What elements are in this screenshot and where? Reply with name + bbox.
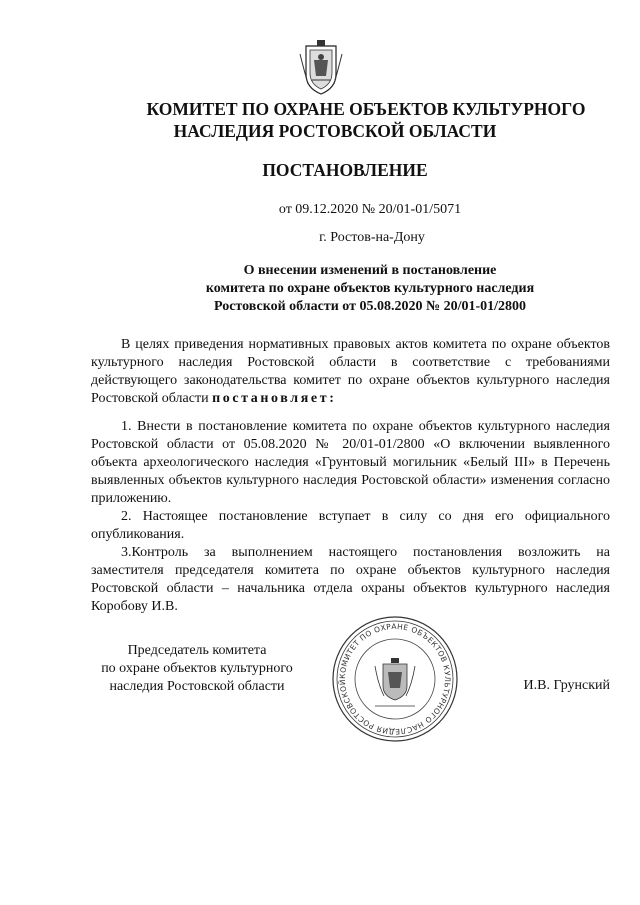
org-line-1: КОМИТЕТ ПО ОХРАНЕ ОБЪЕКТОВ КУЛЬТУРНОГО <box>146 99 586 119</box>
doc-date-number: от 09.12.2020 № 20/01-01/5071 <box>278 202 462 217</box>
item-3: 3.Контроль за выполнением настоящего постановления возложить на заместителя председателя комитета по охране объектов культурного наследия Ростовской области – начальника отдела охраны объектов культурного наследия Коробову И.В. <box>91 545 610 614</box>
doc-city: г. Ростов-на-Дону <box>319 230 425 245</box>
official-seal-icon <box>330 614 460 744</box>
item-1: 1. Внести в постановление комитета по охране объектов культурного наследия Ростовской области от 05.08.2020 № 20/01-01/2800 «О включении выявленного объекта археологического наследия «Грунтовый могильник «Белый III» в Перечень выявленных объектов культурного наследия Ростовской области» изменения согласно приложению. <box>91 419 610 506</box>
preamble <box>91 336 610 408</box>
decree-word: постановляет: <box>212 391 337 406</box>
doc-subject <box>0 262 640 316</box>
position-line-2: по охране объектов культурного <box>101 661 293 676</box>
preamble-text: В целях приведения нормативных правовых актов комитета по охране объектов культурного наследия Ростовской области в соответствие с требованиями действующего законодательства комитет по охране объектов культурного наследия Ростовской области <box>91 337 610 406</box>
item-2: 2. Настоящее постановление вступает в силу со дня его официального опубликования. <box>91 509 610 542</box>
subject-line-3: Ростовской области от 05.08.2020 № 20/01-01/2800 <box>213 299 527 314</box>
position-line-3: наследия Ростовской области <box>109 679 285 694</box>
signatory-name: И.В. Грунский <box>523 678 610 693</box>
seal-text: КОМИТЕТ ПО ОХРАНЕ ОБЪЕКТОВ КУЛЬТУРНОГО НАСЛЕДИЯ РОСТОВСКОЙ <box>337 621 453 737</box>
org-name <box>0 98 640 142</box>
signatory-position <box>92 642 302 696</box>
org-line-2: НАСЛЕДИЯ РОСТОВСКОЙ ОБЛАСТИ <box>173 121 497 141</box>
subject-line-1: О внесении изменений в постановление <box>243 263 497 278</box>
doc-type: ПОСТАНОВЛЕНИЕ <box>262 160 428 180</box>
coat-of-arms-icon <box>298 40 344 96</box>
decree-items <box>91 418 610 616</box>
subject-line-2: комитета по охране объектов культурного наследия <box>205 281 535 296</box>
position-line-1: Председатель комитета <box>127 643 267 658</box>
